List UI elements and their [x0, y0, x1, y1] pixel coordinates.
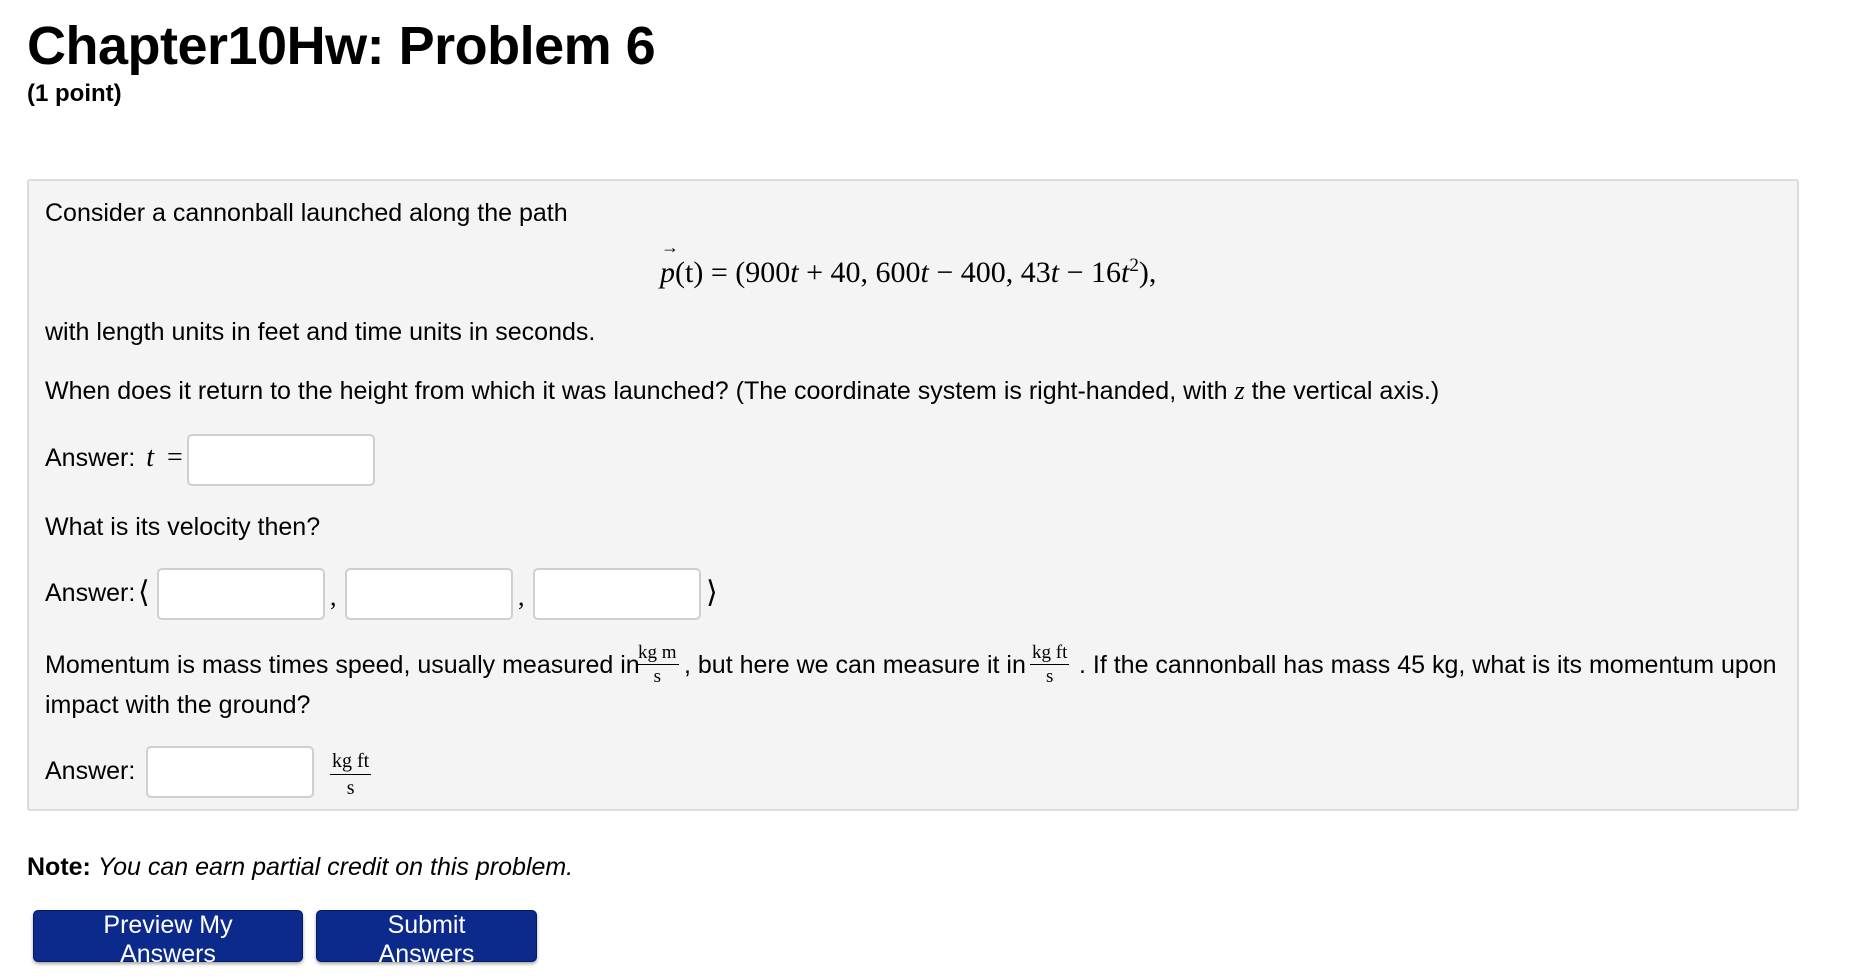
momentum-text-2: , but here we can measure it in	[684, 651, 1026, 679]
eq-part2: + 40, 600	[798, 256, 921, 289]
problem-intro: Consider a cannonball launched along the path	[45, 199, 568, 227]
eq-part1: (900	[735, 256, 791, 289]
question-2: What is its velocity then?	[45, 513, 321, 541]
answer-1-input[interactable]	[187, 434, 375, 486]
unit-1-num: kg m	[638, 642, 677, 663]
answer-3-unit	[330, 750, 371, 799]
eq-t2: t	[920, 256, 929, 289]
answer-1-label	[45, 443, 183, 473]
momentum-text-4: impact with the ground?	[45, 691, 311, 719]
eq-t4: t	[1121, 256, 1130, 289]
answer-3-unit-den: s	[346, 777, 355, 799]
eq-part3: − 400, 43	[928, 256, 1051, 289]
preview-answers-button[interactable]: Preview My Answers	[33, 910, 303, 962]
note-label: Note:	[27, 853, 91, 881]
answer-3-label: Answer:	[45, 757, 136, 785]
note	[27, 853, 573, 882]
momentum-text-3: . If the cannonball has mass 45 kg, what is its momentum upon	[1079, 651, 1777, 679]
unit-2-num: kg ft	[1032, 642, 1068, 663]
units-text: with length units in feet and time units in seconds.	[45, 318, 596, 346]
answer-1-equals: =	[167, 442, 183, 473]
comma-1: ,	[330, 582, 337, 611]
question-1-var: z	[1234, 376, 1245, 405]
question-1-end: the vertical axis.)	[1251, 377, 1440, 405]
eq-part4: − 16	[1059, 256, 1122, 289]
answer-3-unit-num: kg ft	[330, 750, 371, 775]
momentum-input[interactable]	[146, 746, 314, 798]
eq-exponent: 2	[1129, 255, 1139, 276]
unit-kg-ft-per-s	[1030, 643, 1069, 686]
eq-close: ),	[1138, 256, 1157, 289]
velocity-x-input[interactable]	[157, 568, 325, 620]
momentum-text-1: Momentum is mass times speed, usually measured in	[45, 651, 640, 679]
answer-2-label: Answer:	[45, 579, 136, 607]
angle-close: ⟩	[706, 576, 718, 609]
submit-answers-button[interactable]: Submit Answers	[316, 910, 537, 962]
angle-open: ⟨	[138, 576, 150, 609]
question-1	[45, 376, 1439, 406]
eq-arg: (t)	[675, 256, 704, 289]
points-label: (1 point)	[27, 80, 122, 107]
velocity-y-input[interactable]	[345, 568, 513, 620]
velocity-z-input[interactable]	[533, 568, 701, 620]
eq-equals: =	[703, 256, 736, 289]
unit-1-den: s	[653, 666, 661, 687]
eq-t1: t	[790, 256, 799, 289]
comma-2: ,	[518, 582, 525, 611]
unit-kg-m-per-s	[636, 643, 679, 686]
answer-1-var: t	[146, 442, 155, 473]
unit-2-den: s	[1045, 666, 1054, 687]
note-text: You can earn partial credit on this problem.	[97, 853, 574, 881]
eq-t3: t	[1050, 256, 1060, 289]
path-equation	[660, 255, 1156, 290]
page-title: Chapter10Hw: Problem 6	[27, 16, 656, 76]
p-vector: → p	[660, 256, 675, 290]
answer-1-label-text: Answer:	[45, 444, 136, 472]
question-1-text: When does it return to the height from which it was launched? (The coordinate system is right-handed, with	[45, 377, 1228, 405]
